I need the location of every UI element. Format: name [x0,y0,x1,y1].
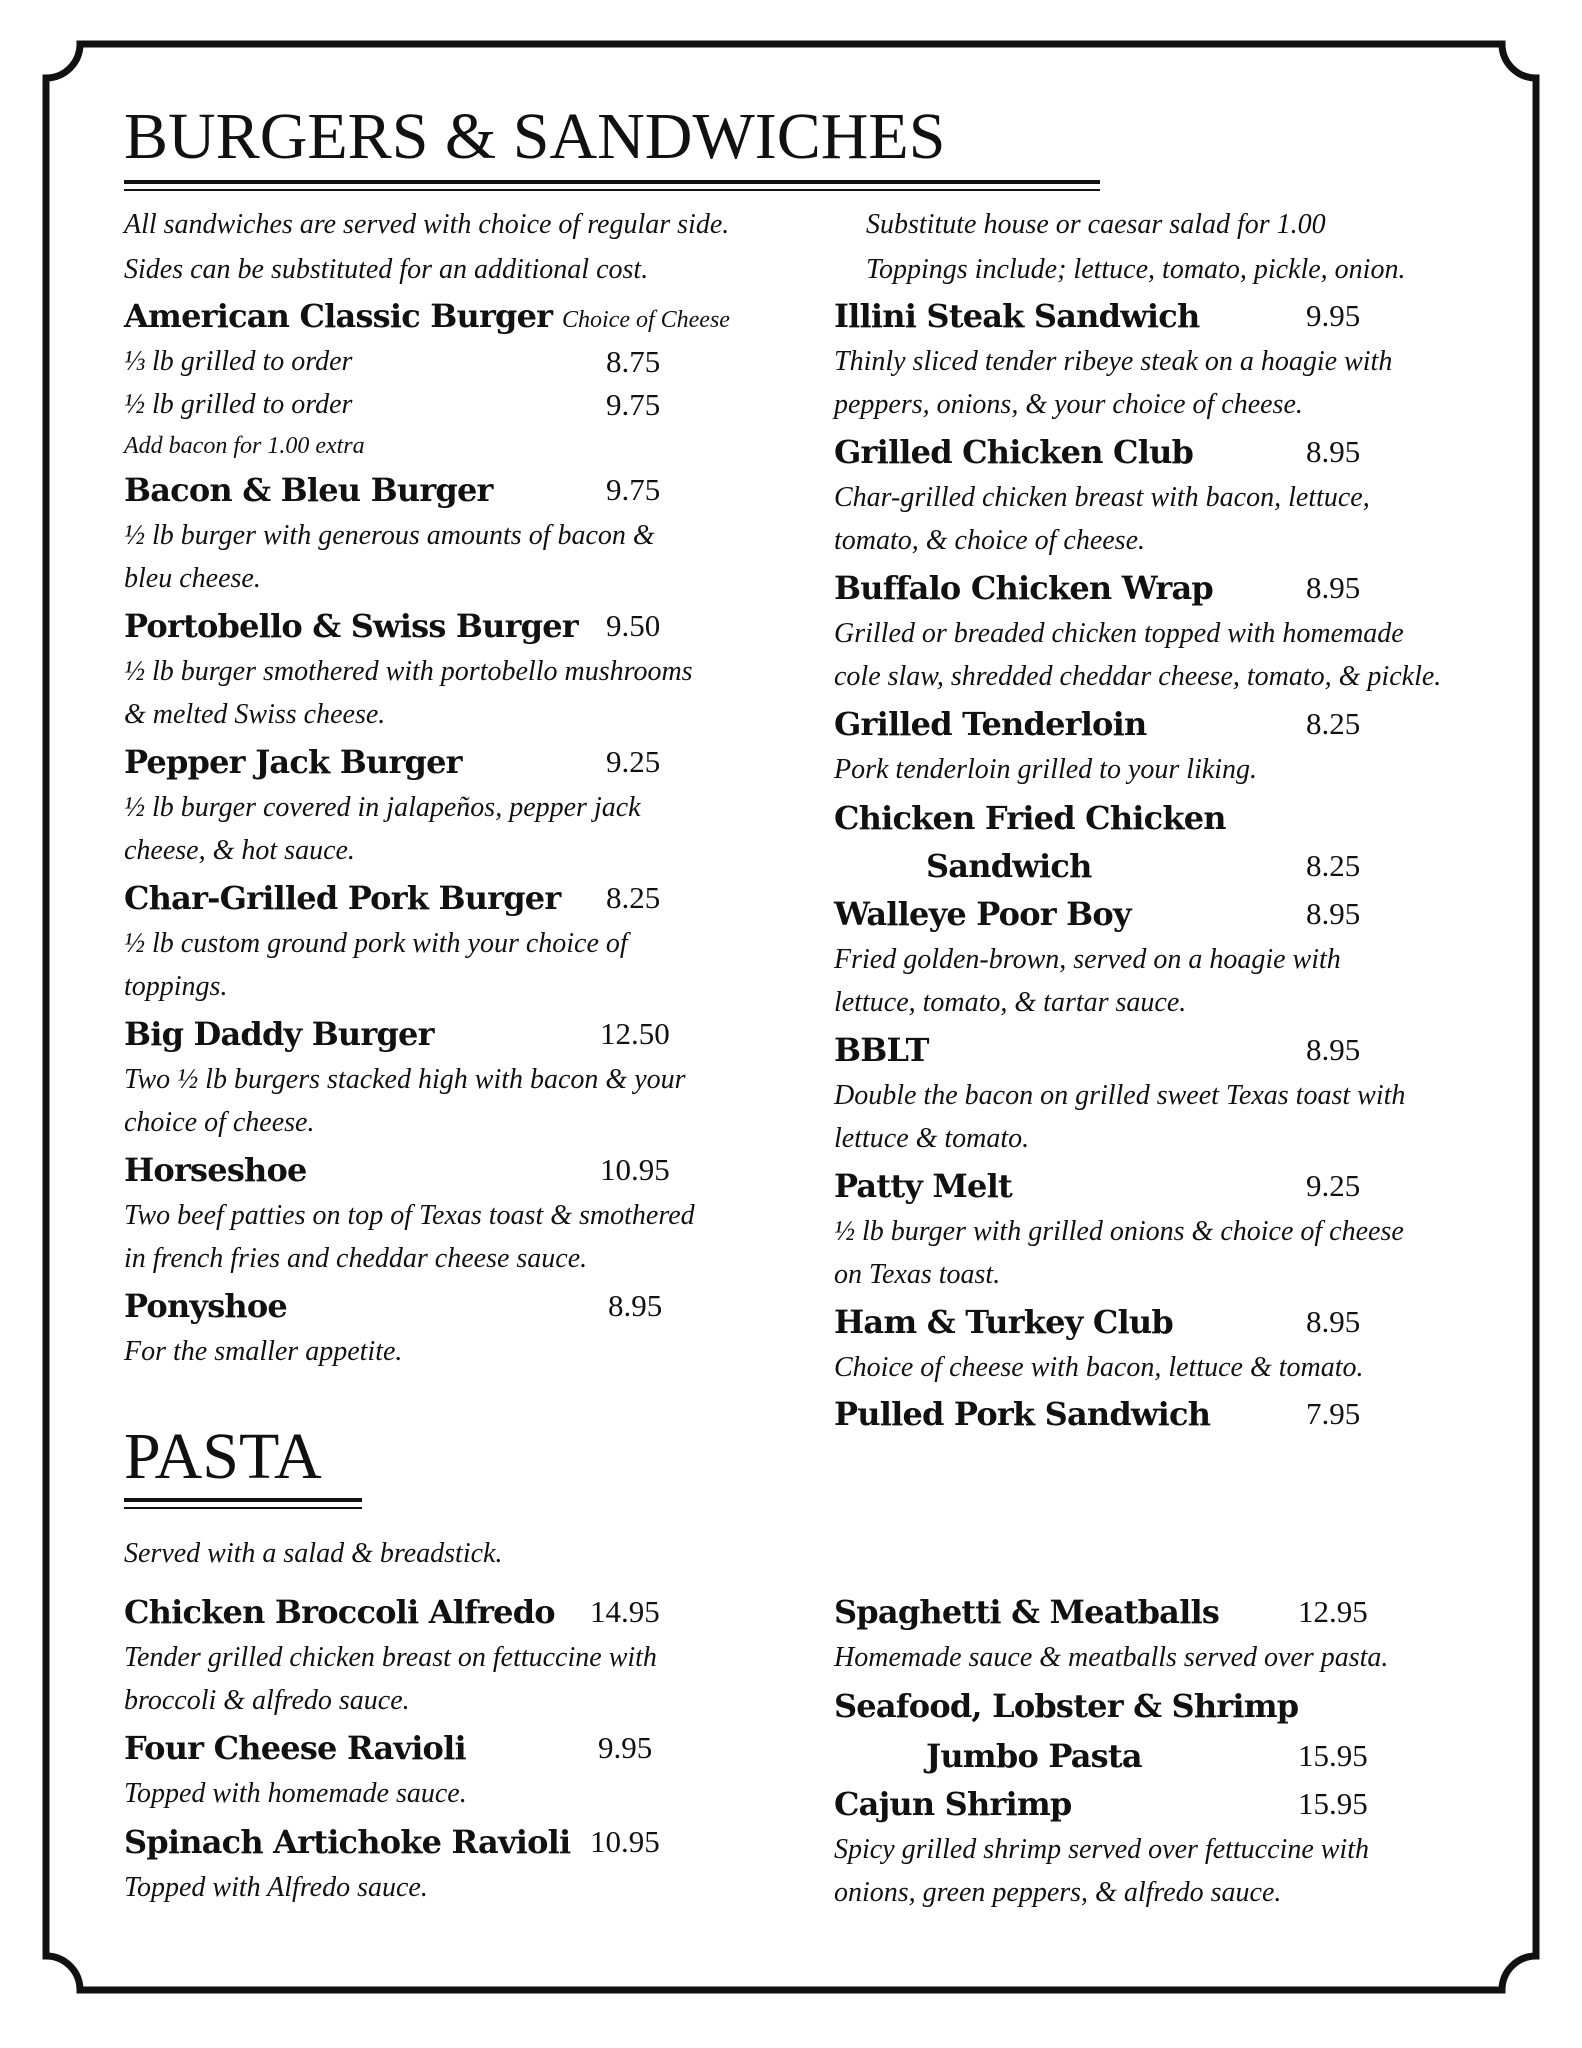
menu-item-desc: Two ½ lb burgers stacked high with bacon & your [124,1064,686,1095]
menu-item-desc: Grilled or breaded chicken topped with homemade [834,618,1404,649]
menu-item-desc: cole slaw, shredded cheddar cheese, tomato, & pickle. [834,661,1442,692]
menu-item-name: BBLT [834,1031,929,1069]
menu-item-desc: Choice of cheese with bacon, lettuce & tomato. [834,1352,1364,1383]
menu-item-name: Spaghetti & Meatballs [834,1593,1220,1631]
menu-item-price: 7.95 [1306,1396,1361,1431]
menu-item-name: Char-Grilled Pork Burger [124,879,561,917]
menu-item-desc: ½ lb burger smothered with portobello mushrooms [124,656,693,687]
menu-item-price: 9.25 [1306,1168,1361,1203]
menu-item-price: 8.25 [606,880,661,915]
menu-item-name: Ponyshoe [124,1287,287,1325]
intro-line: All sandwiches are served with choice of regular side. [124,209,730,240]
menu-item-name: Buffalo Chicken Wrap [834,569,1214,607]
menu-item-price: 9.50 [606,608,661,643]
menu-item-price: 14.95 [590,1594,660,1629]
menu-item-desc: Two beef patties on top of Texas toast & smothered [124,1200,695,1231]
menu-item-note: Choice of Cheese [562,307,730,333]
menu-item-name: Four Cheese Ravioli [124,1729,466,1767]
title-rule [124,180,1100,184]
menu-item-desc: bleu cheese. [124,563,261,594]
menu-item-name: Chicken Broccoli Alfredo [124,1593,555,1631]
menu-item-price: 9.95 [598,1730,653,1765]
menu-item-name: Ham & Turkey Club [834,1303,1173,1341]
menu-item-desc: Spicy grilled shrimp served over fettuccine with [834,1834,1369,1865]
menu-item-price: 15.95 [1298,1786,1368,1821]
menu-item-desc: in french fries and cheddar cheese sauce. [124,1243,588,1274]
menu-item-price: 8.95 [1306,1032,1361,1067]
menu-item-desc: Tender grilled chicken breast on fettuccine with [124,1642,657,1673]
menu-item-desc: choice of cheese. [124,1107,315,1138]
menu-item-price: 9.25 [606,744,661,779]
menu-item-desc: For the smaller appetite. [124,1336,403,1367]
menu-item-name: Illini Steak Sandwich [834,297,1200,335]
menu-item-desc: lettuce, tomato, & tartar sauce. [834,987,1187,1018]
intro-line: Served with a salad & breadstick. [124,1538,503,1569]
menu-item-desc: Topped with Alfredo sauce. [124,1872,428,1903]
menu-item-price: 8.95 [1306,434,1361,469]
menu-item-desc: ½ lb custom ground pork with your choice of [124,928,628,959]
menu-item-desc: Pork tenderloin grilled to your liking. [834,754,1258,785]
menu-item-name: Spinach Artichoke Ravioli [124,1823,571,1861]
menu-item-desc: Thinly sliced tender ribeye steak on a hoagie with [834,346,1393,377]
menu-item-name: Cajun Shrimp [834,1785,1072,1823]
intro-line: Toppings include; lettuce, tomato, pickle, onion. [866,254,1406,285]
menu-item-desc: ½ lb burger covered in jalapeños, pepper jack [124,792,641,823]
menu-item-desc: Homemade sauce & meatballs served over pasta. [834,1642,1389,1673]
menu-item-option: ½ lb grilled to order [124,389,353,420]
intro-line: Substitute house or caesar salad for 1.00 [866,209,1326,240]
intro-line: Sides can be substituted for an additional cost. [124,254,649,285]
menu-item-desc: ½ lb burger with grilled onions & choice of cheese [834,1216,1404,1247]
menu-item-name-continued: Jumbo Pasta [926,1737,1142,1775]
menu-item-option: ⅓ lb grilled to order [124,346,353,377]
title-rule-thin [124,1507,362,1509]
menu-item-name: Big Daddy Burger [124,1015,434,1053]
menu-item-desc: on Texas toast. [834,1259,1001,1290]
menu-item-name: Pepper Jack Burger [124,743,462,781]
menu-item-desc: tomato, & choice of cheese. [834,525,1146,556]
menu-item-desc: cheese, & hot sauce. [124,835,355,866]
menu-item-desc: & melted Swiss cheese. [124,699,386,730]
menu-item-price: 8.95 [1306,570,1361,605]
menu-item-name: Pulled Pork Sandwich [834,1395,1211,1433]
menu-item-name: Grilled Chicken Club [834,433,1194,471]
menu-item-name-continued: Sandwich [926,847,1092,885]
section-title-pasta: PASTA [124,1420,322,1493]
menu-item-name: Walleye Poor Boy [834,895,1131,933]
title-rule [124,1498,362,1502]
menu-item-name: Grilled Tenderloin [834,705,1147,743]
menu-item-desc: Topped with homemade sauce. [124,1778,467,1809]
menu-item-price: 9.95 [1306,298,1361,333]
menu-item-name: American Classic Burger [124,297,553,335]
menu-item-desc: broccoli & alfredo sauce. [124,1685,410,1716]
menu-item-price: 10.95 [590,1824,660,1859]
menu-item-name: Patty Melt [834,1167,1012,1205]
menu-item-price: 15.95 [1298,1738,1368,1773]
menu-item-name: Horseshoe [124,1151,307,1189]
menu-item-desc: Char-grilled chicken breast with bacon, lettuce, [834,482,1370,513]
title-rule-thin [124,189,1100,191]
menu-item-price: 9.75 [606,472,661,507]
menu-item-name: Chicken Fried Chicken [834,799,1226,837]
menu-item-price: 8.75 [606,344,661,379]
menu-item-price: 8.25 [1306,706,1361,741]
menu-item-price: 12.95 [1298,1594,1368,1629]
menu-item-extra: Add bacon for 1.00 extra [124,433,365,459]
menu-item-desc: ½ lb burger with generous amounts of bacon & [124,520,655,551]
menu-item-desc: toppings. [124,971,228,1002]
menu-item-desc: peppers, onions, & your choice of cheese. [834,389,1303,420]
menu-item-desc: onions, green peppers, & alfredo sauce. [834,1877,1282,1908]
menu-item-price: 9.75 [606,387,661,422]
menu-item-desc: lettuce & tomato. [834,1123,1030,1154]
menu-item-desc: Double the bacon on grilled sweet Texas toast with [834,1080,1406,1111]
menu-item-price: 8.25 [1306,848,1361,883]
section-title-burgers: BURGERS & SANDWICHES [124,100,946,173]
menu-item-name: Seafood, Lobster & Shrimp [834,1687,1299,1725]
menu-item-price: 12.50 [600,1016,670,1051]
menu-item-name: Portobello & Swiss Burger [124,607,578,645]
menu-item-name: Bacon & Bleu Burger [124,471,493,509]
menu-item-price: 10.95 [600,1152,670,1187]
menu-item-price: 8.95 [608,1288,663,1323]
menu-item-desc: Fried golden-brown, served on a hoagie with [834,944,1341,975]
menu-item-price: 8.95 [1306,896,1361,931]
menu-item-price: 8.95 [1306,1304,1361,1339]
